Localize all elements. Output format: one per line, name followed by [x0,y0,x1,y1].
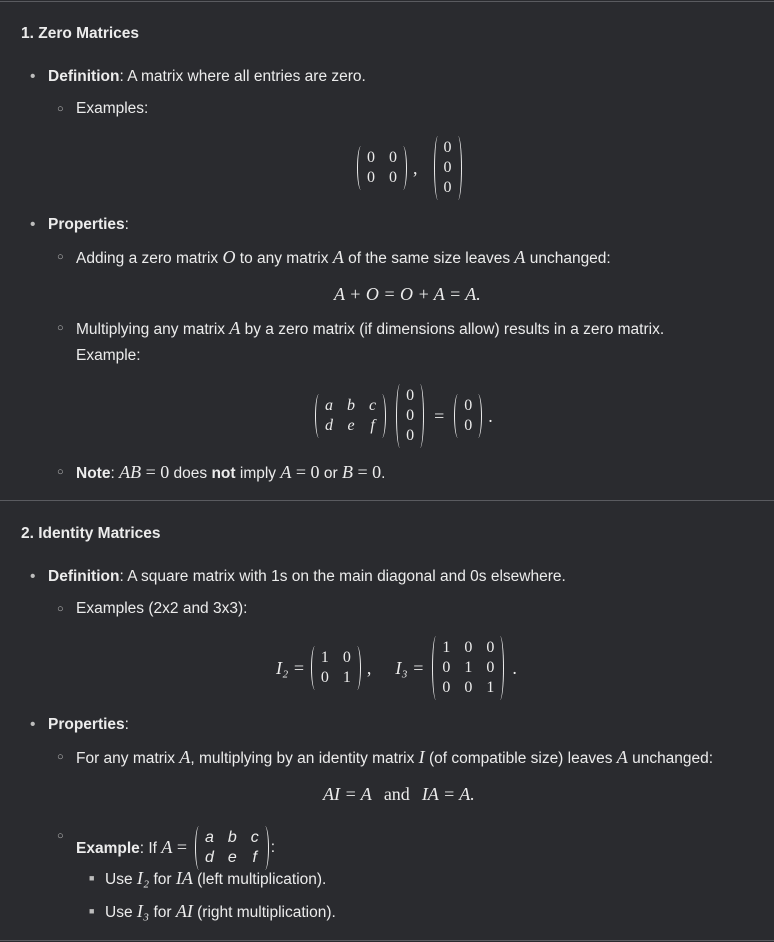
math-text: I [418,747,425,767]
text: . [381,465,386,482]
math-text: = 0 [291,462,320,482]
math-text: I₃ [136,901,150,921]
matrix-entries [365,146,399,190]
text: Use [105,871,137,888]
circle-bullet-icon: ○ [57,466,64,478]
matrix-entry: 0 [406,387,415,404]
text: (left multiplication). [192,871,327,888]
matrix-entry: d [204,849,214,866]
text: (of compatible size) leaves [424,750,617,767]
right-paren [353,646,361,690]
eq-ia: IA = A. [421,784,475,804]
square-bullet-icon: ■ [89,873,95,883]
matrix-entry: b [347,397,355,414]
circle-bullet-icon: ○ [57,751,64,763]
bold-text: Definition [48,68,120,85]
math-text: IA [175,868,193,888]
matrix-entry: 0 [443,159,452,176]
text: or [319,465,342,482]
text: of the same size leaves [343,250,515,267]
text: : A matrix where all entries are zero. [119,68,366,85]
matrix-entry: 1 [464,659,473,676]
identity-example [57,826,276,870]
math-text: I₂ [136,868,150,888]
matrix-entries [462,394,474,438]
zero-definition [30,67,366,87]
text: : [110,465,120,482]
math-text: A [514,247,526,267]
zero-note [57,462,386,484]
matrix-entry: 1 [320,649,329,666]
matrix-entry: 1 [342,669,351,686]
left-paren [434,136,442,200]
matrix-entry: 0 [486,659,495,676]
text: by a zero matrix (if dimensions allow) results in a zero matrix. [240,321,665,338]
matrix-entry: 0 [342,649,351,666]
use-i2 [89,868,327,890]
eq-ai: AI = A [323,784,372,804]
text: Use [105,904,137,921]
eq-and: and [383,784,410,804]
zero-properties-label [30,215,129,235]
left-paren [357,146,365,190]
text: to any matrix [235,250,333,267]
bottom-divider [0,940,774,941]
matrix-entries [323,394,378,438]
math-text: A [229,318,241,338]
section-heading-zero-matrices: 1. Zero Matrices [21,25,140,42]
identity-example-matrices: I₂ = 1 0 0 1 , I₃ = 1 0 0 0 1 0 0 0 1 . [276,636,517,700]
math-text: B [341,462,353,482]
text: Multiplying any matrix [76,321,230,338]
matrix-entry: 0 [367,169,375,186]
text: (right multiplication). [192,904,336,921]
matrix-entry: a [204,829,214,846]
identity-matrix-3x3 [432,636,504,700]
zero-addition-equation: A + O = O + A = A. [334,284,481,304]
identity-property [57,747,714,769]
zero-example-matrices [355,136,464,200]
matrix-entry: 0 [464,679,473,696]
zero-examples-label [57,99,149,119]
matrix-entry: 0 [406,407,415,424]
math-text: AB [119,462,142,482]
matrix-entry: c [369,397,377,414]
matrix-entry: 0 [443,179,452,196]
matrix-entry: 1 [442,639,451,656]
right-paren [474,394,482,438]
math-text: A [179,747,191,767]
text: Examples: [76,100,149,117]
text: for [149,904,176,921]
matrix-entry: 0 [442,659,451,676]
right-paren [496,636,504,700]
zero-column-vector [434,136,462,200]
section-heading-identity-matrices: 2. Identity Matrices [21,525,161,542]
left-paren [396,384,404,448]
bold-text: Example [76,840,140,857]
matrix-entry: 0 [464,397,473,414]
left-paren [315,394,323,438]
text: Examples (2x2 and 3x3): [76,600,248,617]
text: : A square matrix with 1s on the main diagonal and 0s elsewhere. [119,568,566,585]
matrix-entry: 0 [464,417,473,434]
bold-text: Properties [48,716,125,733]
matrix-entry: 0 [486,639,495,656]
text: imply [235,465,281,482]
colon: : [270,839,276,856]
bold-text: Definition [48,568,120,585]
section-divider [0,500,774,501]
matrix-entry: 0 [406,427,415,444]
text: Adding a zero matrix [76,250,223,267]
matrix-entry: 0 [389,169,397,186]
identity-examples-label [57,599,248,619]
right-paren [261,826,269,870]
matrix-entries [203,826,261,870]
right-paren [399,146,407,190]
identity-definition [30,567,566,587]
text: : If [139,840,162,857]
use-i3 [89,901,336,923]
math-text: = [172,837,187,857]
bold-text: Properties [48,216,125,233]
matrix-entry: e [347,417,355,434]
bullet-icon: • [30,568,36,585]
matrix-entry: 0 [464,639,473,656]
zero-property-example-label [76,346,141,366]
circle-bullet-icon: ○ [57,603,64,615]
matrix-entries [442,136,454,200]
zero-matrix-2x2 [357,146,407,190]
equals-sign: = [434,405,445,426]
math-text: = 0 [141,462,170,482]
zero-vector-2 [454,394,482,438]
identity-matrix-2x2 [311,646,361,690]
text: for [149,871,176,888]
identity-equation [323,784,475,805]
left-paren [454,394,462,438]
left-paren [311,646,319,690]
i2-label: I₂ = [276,657,305,678]
matrix-entry: b [227,829,237,846]
matrix-entry: 1 [486,679,495,696]
zero-vector-3 [396,384,424,448]
matrix-entries [404,384,416,448]
matrix-entry: 0 [389,149,397,166]
text: unchanged: [525,250,611,267]
period: . [488,405,493,426]
math-text: O [222,247,236,267]
matrix-entries [440,636,496,700]
bullet-icon: • [30,216,36,233]
matrix-entry: a [325,397,333,414]
zero-multiplication-equation [313,384,493,448]
right-paren [454,136,462,200]
text: unchanged: [627,750,714,767]
matrix-entry: 0 [443,139,452,156]
matrix-entries [319,646,353,690]
matrix-entry: 0 [442,679,451,696]
bullet-icon: • [30,68,36,85]
square-bullet-icon: ■ [89,906,95,916]
zero-property-multiplication [57,318,665,340]
right-paren [416,384,424,448]
bold-text: not [211,465,236,482]
matrix-entry: 0 [320,669,329,686]
circle-bullet-icon: ○ [57,322,64,334]
circle-bullet-icon: ○ [57,103,64,115]
identity-properties-label [30,715,129,735]
matrix-entry: f [370,417,375,434]
matrix-entry: d [325,417,333,434]
matrix-a [195,826,269,870]
text: does [169,465,212,482]
math-text: = 0 [352,462,382,482]
left-paren [195,826,203,870]
comma: , [413,157,418,178]
matrix-entry: 0 [367,149,375,166]
text: , multiplying by an identity matrix [190,750,419,767]
text: : [124,716,129,733]
text: Example: [76,347,141,364]
math-text: A [332,247,344,267]
matrix-entry: e [227,849,237,866]
matrix-entry: f [252,849,257,866]
matrix-entry: c [250,829,259,846]
math-text: AI [175,901,193,921]
bullet-icon: • [30,716,36,733]
math-text: A [280,462,292,482]
top-divider [0,1,774,2]
math-text: A [161,837,173,857]
matrix-abcdef [315,394,386,438]
text: For any matrix [76,750,180,767]
circle-bullet-icon: ○ [57,251,64,263]
text: : [124,216,129,233]
left-paren [432,636,440,700]
right-paren [378,394,386,438]
bold-text: Note [76,465,111,482]
i3-label: I₃ = [395,657,425,678]
math-text: A [616,747,628,767]
zero-property-addition [57,247,611,269]
circle-bullet-icon: ○ [57,830,64,842]
